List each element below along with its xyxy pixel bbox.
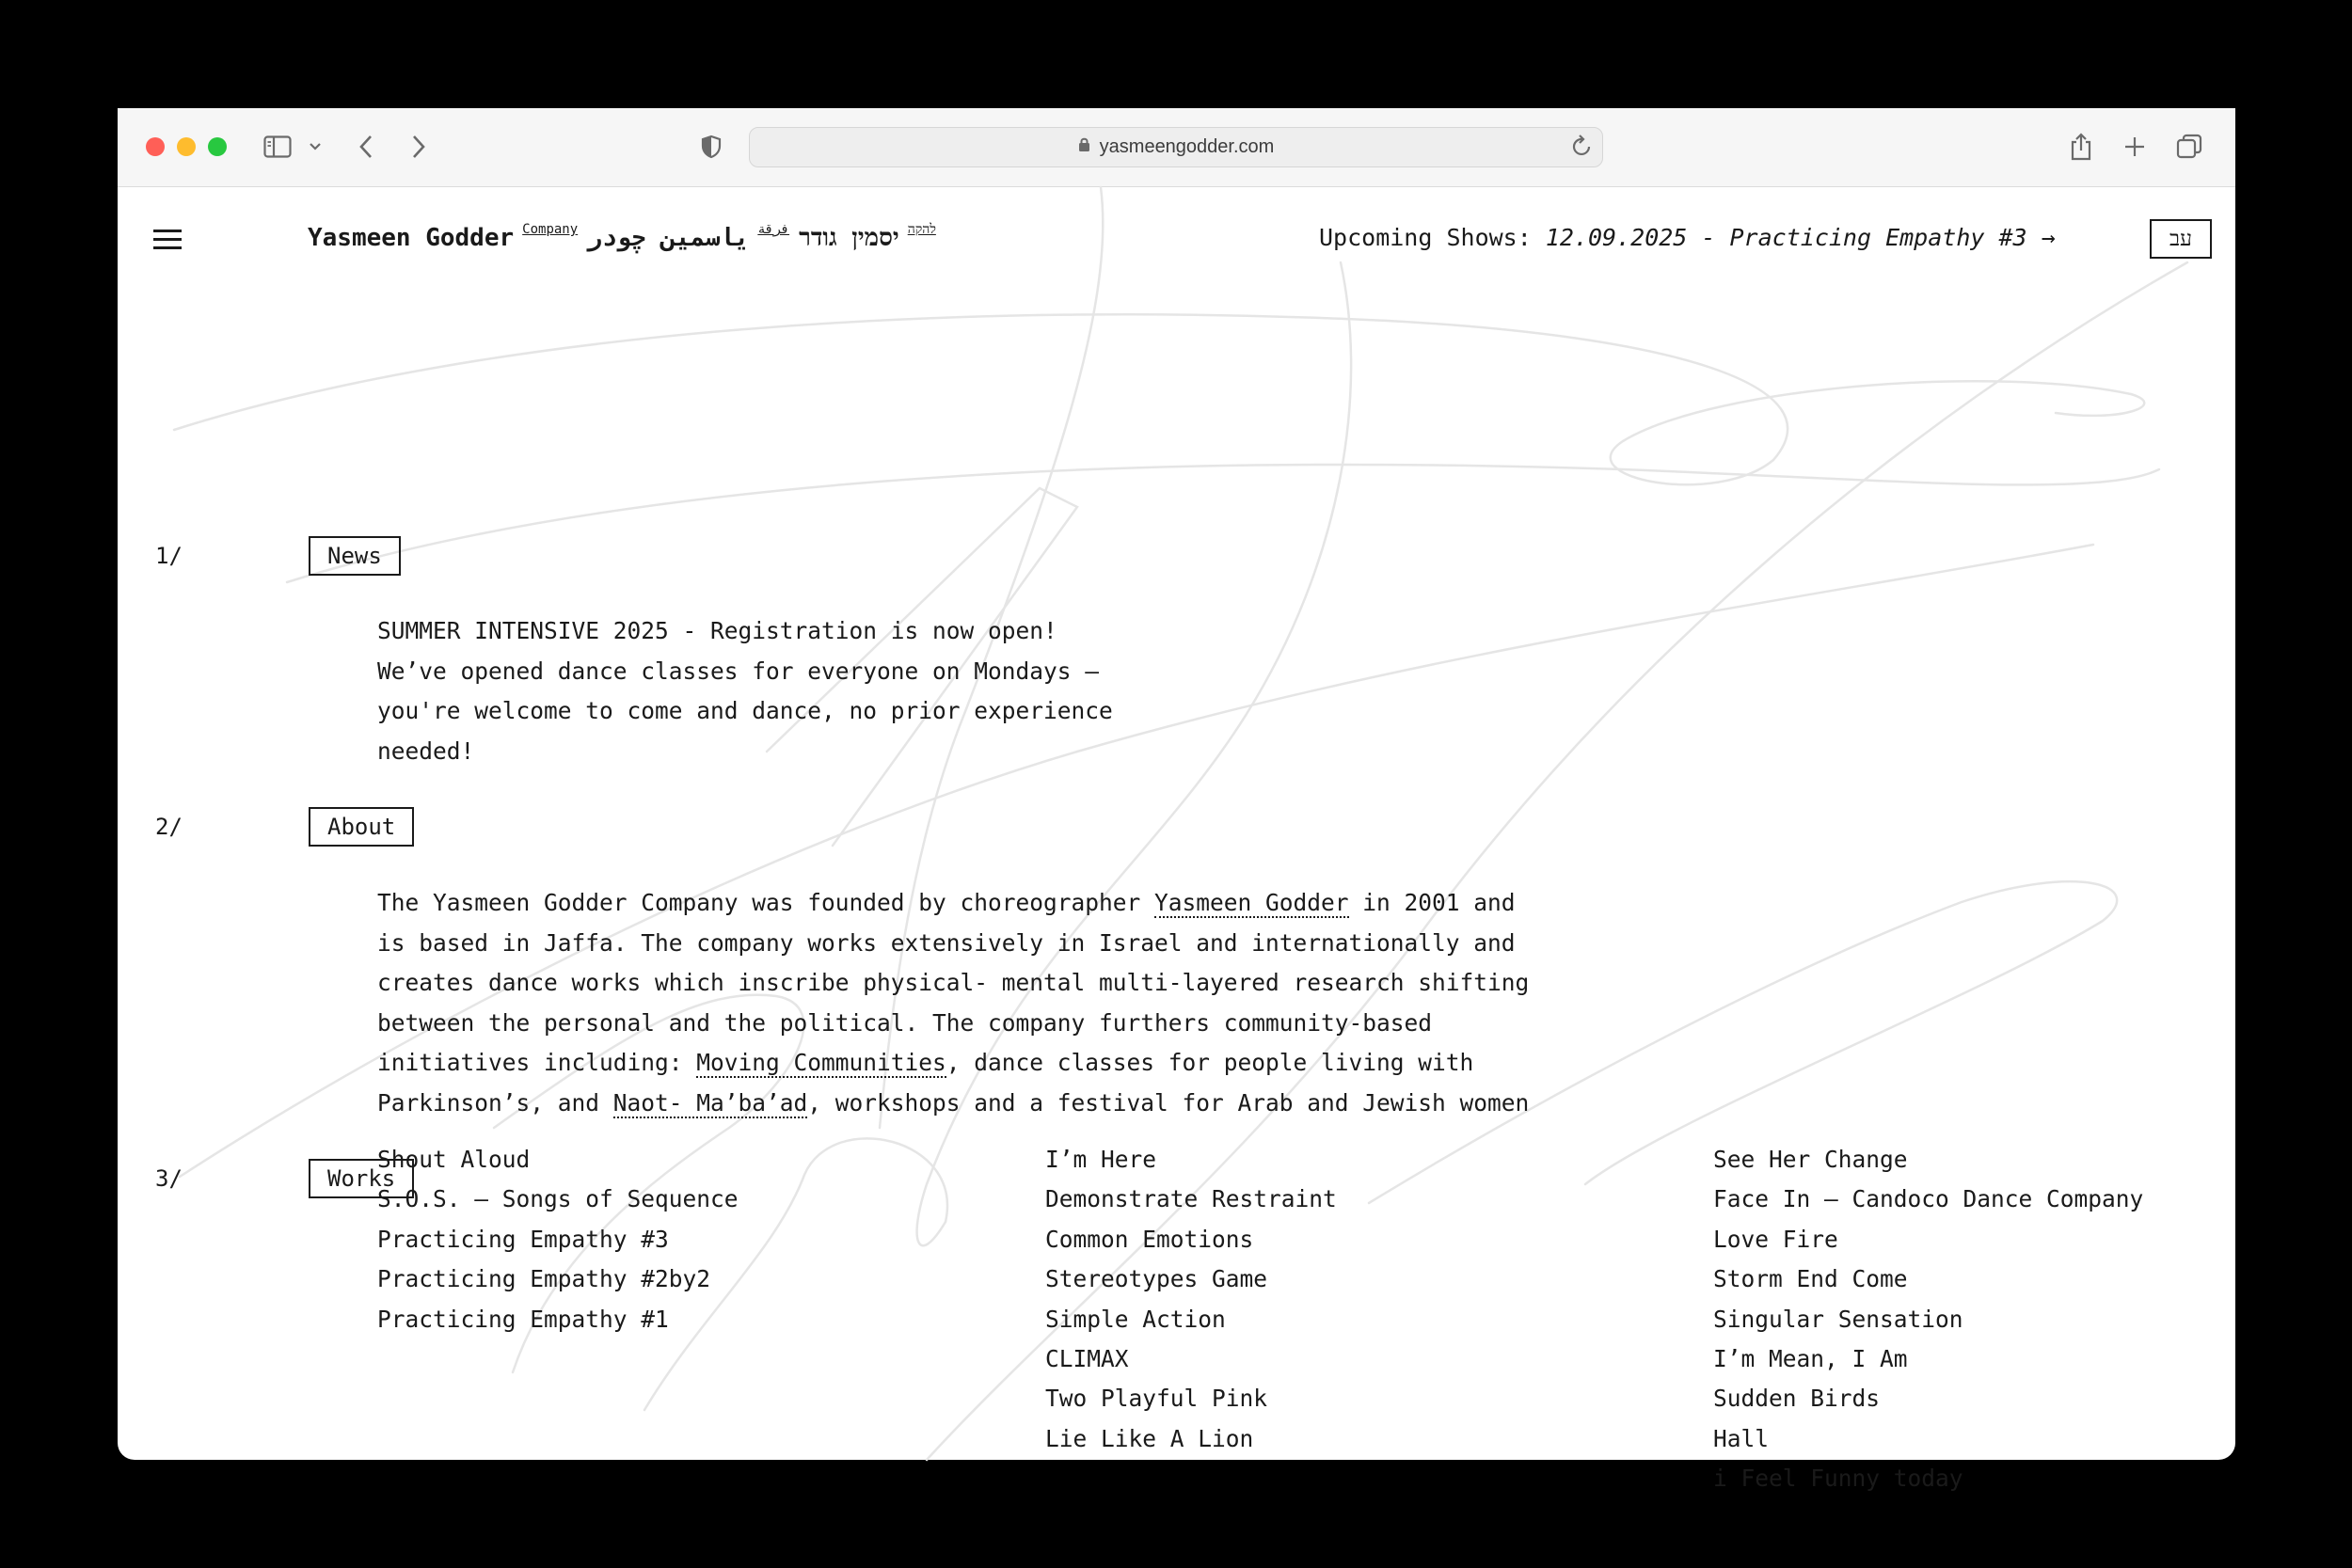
logo-name-he: יסמין גודר xyxy=(799,224,899,252)
about-text-segment: initiatives including: xyxy=(377,1049,697,1076)
about-text-segment: Parkinson’s, and xyxy=(377,1088,613,1117)
news-tag-button[interactable]: News xyxy=(309,536,401,576)
logo-label-he: להקה xyxy=(907,222,936,237)
work-link[interactable]: Shout Aloud xyxy=(377,1146,531,1173)
works-column-1 xyxy=(377,1140,739,1339)
address-bar[interactable] xyxy=(749,127,1603,167)
work-link[interactable]: CLIMAX xyxy=(1045,1345,1129,1373)
logo-name-ar: ياسمين چودر xyxy=(587,224,750,252)
logo-name-en: Yasmeen Godder xyxy=(308,224,515,252)
work-link[interactable]: Face In – Candoco Dance Company xyxy=(1713,1185,2144,1213)
works-tag-button[interactable]: Works xyxy=(309,1159,414,1198)
close-window-button[interactable] xyxy=(146,137,165,156)
work-link[interactable]: Storm End Come xyxy=(1713,1265,1908,1293)
upcoming-label: Upcoming Shows: xyxy=(1319,224,1532,251)
browser-window xyxy=(118,108,2235,1493)
work-link[interactable]: Sudden Birds xyxy=(1713,1385,1881,1413)
work-link[interactable]: Practicing Empathy #3 xyxy=(377,1225,669,1253)
section-number-news: 1/ xyxy=(155,543,183,569)
news-line: We’ve opened dance classes for everyone on Mondays – xyxy=(377,657,1100,685)
naot-maabad-link[interactable]: Naot- Ma’ba’ad xyxy=(612,1088,808,1117)
privacy-shield-icon[interactable] xyxy=(698,127,724,166)
work-link[interactable]: i Feel Funny today xyxy=(1713,1465,1963,1493)
work-link[interactable]: Practicing Empathy #2by2 xyxy=(377,1265,711,1293)
chevron-down-icon[interactable] xyxy=(306,127,325,166)
about-line xyxy=(377,1084,1529,1124)
menu-icon[interactable] xyxy=(153,230,182,250)
about-text-segment: in 2001 and xyxy=(1348,889,1516,916)
about-line xyxy=(377,883,1529,924)
news-text xyxy=(377,611,1113,771)
new-tab-icon[interactable] xyxy=(2121,127,2149,166)
browser-toolbar xyxy=(118,108,2235,187)
logo-label-ar: فرقة xyxy=(757,222,790,237)
founder-link[interactable]: Yasmeen Godder xyxy=(1154,889,1349,916)
arrow-right-icon: → xyxy=(2041,224,2056,251)
about-line xyxy=(377,1043,1529,1084)
sidebar-toggle-icon[interactable] xyxy=(261,127,294,166)
section-number-about: 2/ xyxy=(155,814,183,840)
work-link[interactable]: Singular Sensation xyxy=(1713,1305,1963,1333)
about-line: between the personal and the political. The company furthers community-based xyxy=(377,1008,1433,1037)
work-link[interactable]: Simple Action xyxy=(1045,1305,1226,1333)
about-text-segment: , dance classes for people living with xyxy=(946,1049,1474,1076)
work-link[interactable]: Hall xyxy=(1713,1424,1770,1452)
work-link[interactable]: Common Emotions xyxy=(1045,1225,1254,1253)
work-link[interactable]: Stereotypes Game xyxy=(1045,1265,1268,1293)
about-line: creates dance works which inscribe physical- mental multi-layered research shifting xyxy=(377,969,1530,996)
work-link[interactable]: Demonstrate Restraint xyxy=(1045,1185,1337,1213)
language-toggle-button[interactable]: עב xyxy=(2150,219,2212,259)
site-logo[interactable] xyxy=(308,219,946,257)
forward-arrow-icon[interactable] xyxy=(405,127,432,166)
work-link[interactable]: I’m Mean, I Am xyxy=(1713,1345,1908,1373)
about-text xyxy=(377,883,1529,1123)
zoom-window-button[interactable] xyxy=(208,137,227,156)
section-number-works: 3/ xyxy=(155,1165,183,1192)
work-link[interactable]: I’m Here xyxy=(1045,1146,1157,1173)
work-link[interactable]: S.O.S. – Songs of Sequence xyxy=(377,1185,739,1213)
moving-communities-link[interactable]: Moving Communities xyxy=(696,1049,946,1076)
works-column-2 xyxy=(1045,1140,1337,1459)
works-column-3 xyxy=(1713,1140,2143,1499)
work-link[interactable]: Two Playful Pink xyxy=(1045,1385,1268,1413)
upcoming-event: 12.09.2025 - Practicing Empathy #3 xyxy=(1545,224,2027,251)
about-tag-button[interactable]: About xyxy=(309,807,414,847)
reload-icon[interactable] xyxy=(1572,134,1593,164)
upcoming-shows-link[interactable] xyxy=(1319,219,2056,257)
logo-label-en: Company xyxy=(522,222,579,237)
lock-icon xyxy=(1078,136,1090,158)
about-text-segment: , workshops and a festival for Arab and Jewish women xyxy=(807,1088,1530,1117)
about-text-segment: The Yasmeen Godder Company was founded by choreographer xyxy=(377,889,1155,916)
tab-overview-icon[interactable] xyxy=(2174,127,2204,166)
work-link[interactable]: Love Fire xyxy=(1713,1225,1838,1253)
news-line: you're welcome to come and dance, no prior experience xyxy=(377,697,1113,724)
back-arrow-icon[interactable] xyxy=(353,127,379,166)
work-link[interactable]: Lie Like A Lion xyxy=(1045,1424,1254,1452)
news-line: needed! xyxy=(377,736,475,765)
work-link[interactable]: Practicing Empathy #1 xyxy=(377,1305,669,1333)
about-line: is based in Jaffa. The company works extensively in Israel and internationally and xyxy=(377,928,1516,957)
minimize-window-button[interactable] xyxy=(177,137,196,156)
share-icon[interactable] xyxy=(2067,127,2095,166)
news-line: SUMMER INTENSIVE 2025 - Registration is now open! xyxy=(377,617,1057,644)
page-content xyxy=(118,187,2235,1493)
url-text: yasmeengodder.com xyxy=(1099,136,1275,157)
work-link[interactable]: See Her Change xyxy=(1713,1146,1908,1173)
